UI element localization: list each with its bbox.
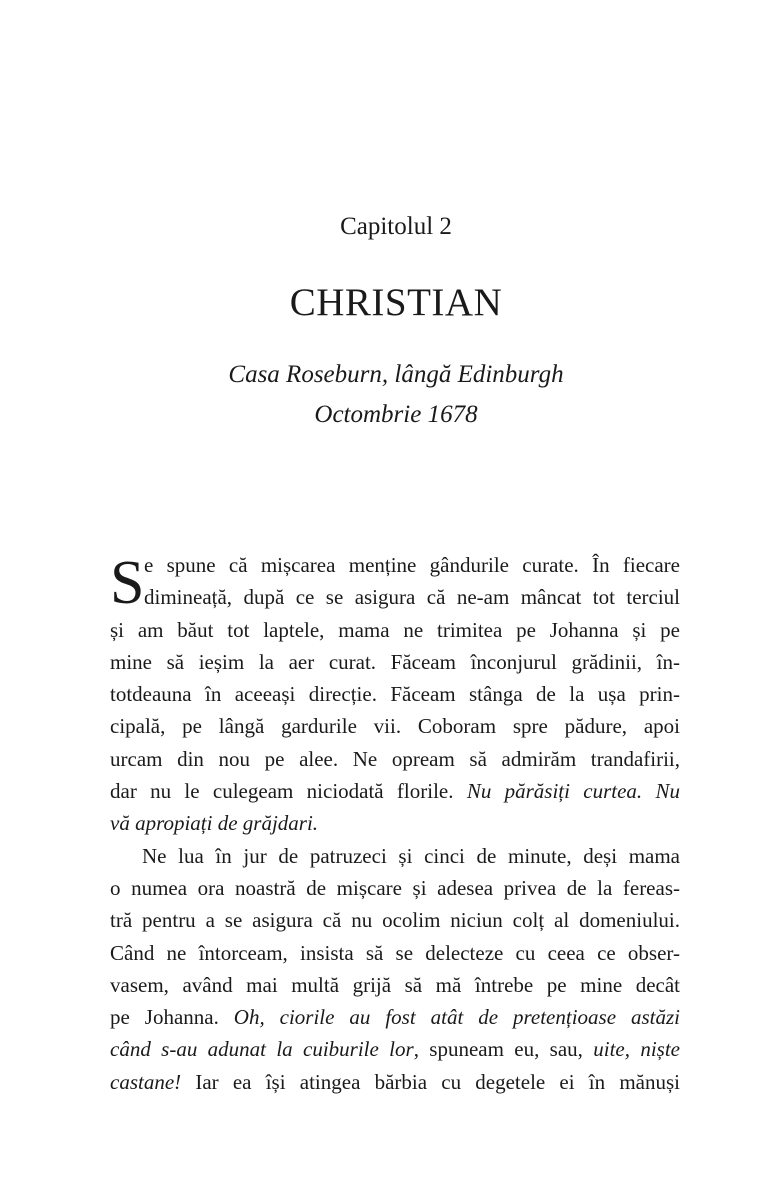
text-line: urcam din nou pe alee. Ne opream să admirăm trandafirii, (110, 746, 680, 771)
text-segment: , spuneam eu, sau, (413, 1037, 594, 1062)
chapter-location: Casa Roseburn, lângă Edinburgh (228, 361, 564, 388)
chapter-number: Capitolul 2 (340, 213, 452, 240)
text-line (110, 807, 680, 839)
body-text (110, 549, 680, 1098)
text-line: e spune că mișcarea menține gândurile curate. În fiecare (144, 553, 680, 577)
text-line (110, 1001, 680, 1033)
text-line (110, 775, 680, 807)
text-line: totdeauna în aceeași direcție. Făceam stânga de la ușa prin- (110, 682, 680, 707)
text-line: vasem, având mai multă grijă să mă întrebe pe mine decât (110, 972, 680, 997)
text-line: mine să ieșim la aer curat. Făceam înconjurul grădinii, în- (110, 649, 680, 674)
text-line: o numea ora noastră de mișcare și adesea privea de la fereas- (110, 875, 680, 900)
italic-segment: uite, niște (593, 1037, 681, 1062)
text-segment: Iar ea își atingea bărbia cu degetele ei în mănuși (181, 1069, 680, 1094)
text-line: dimineață, după ce se asigura că ne-am mâncat tot terciul (144, 585, 680, 610)
drop-cap: S (110, 549, 145, 617)
italic-segment: Oh, ciorile au fost atât de pretențioase astăzi (233, 1005, 681, 1030)
chapter-date: Octombrie 1678 (314, 401, 478, 428)
italic-segment: castane! (110, 1069, 182, 1094)
italic-segment: când s-au adunat la cuiburile lor (110, 1037, 414, 1062)
text-line (110, 1033, 680, 1065)
text-line: și am băut tot laptele, mama ne trimitea pe Johanna și pe (110, 617, 680, 642)
italic-segment: Nu părăsiți curtea. Nu (466, 779, 680, 804)
text-segment: dar nu le culegeam niciodată florile. (110, 779, 467, 804)
text-line: cipală, pe lângă gardurile vii. Coboram spre pădure, apoi (110, 714, 680, 739)
italic-segment: vă apropiați de grăjdari. (110, 811, 319, 836)
chapter-title: CHRISTIAN (289, 281, 503, 324)
chapter-setting (0, 355, 768, 435)
text-line: tră pentru a se asigura că nu ocolim niciun colț al domeniului. (110, 908, 680, 933)
text-line: Ne lua în jur de patruzeci și cinci de minute, deși mama (142, 843, 680, 868)
text-segment: pe Johanna. (110, 1005, 234, 1030)
text-line (110, 1066, 680, 1098)
text-line: Când ne întorceam, insista să se delecteze cu ceea ce obser- (110, 940, 680, 965)
